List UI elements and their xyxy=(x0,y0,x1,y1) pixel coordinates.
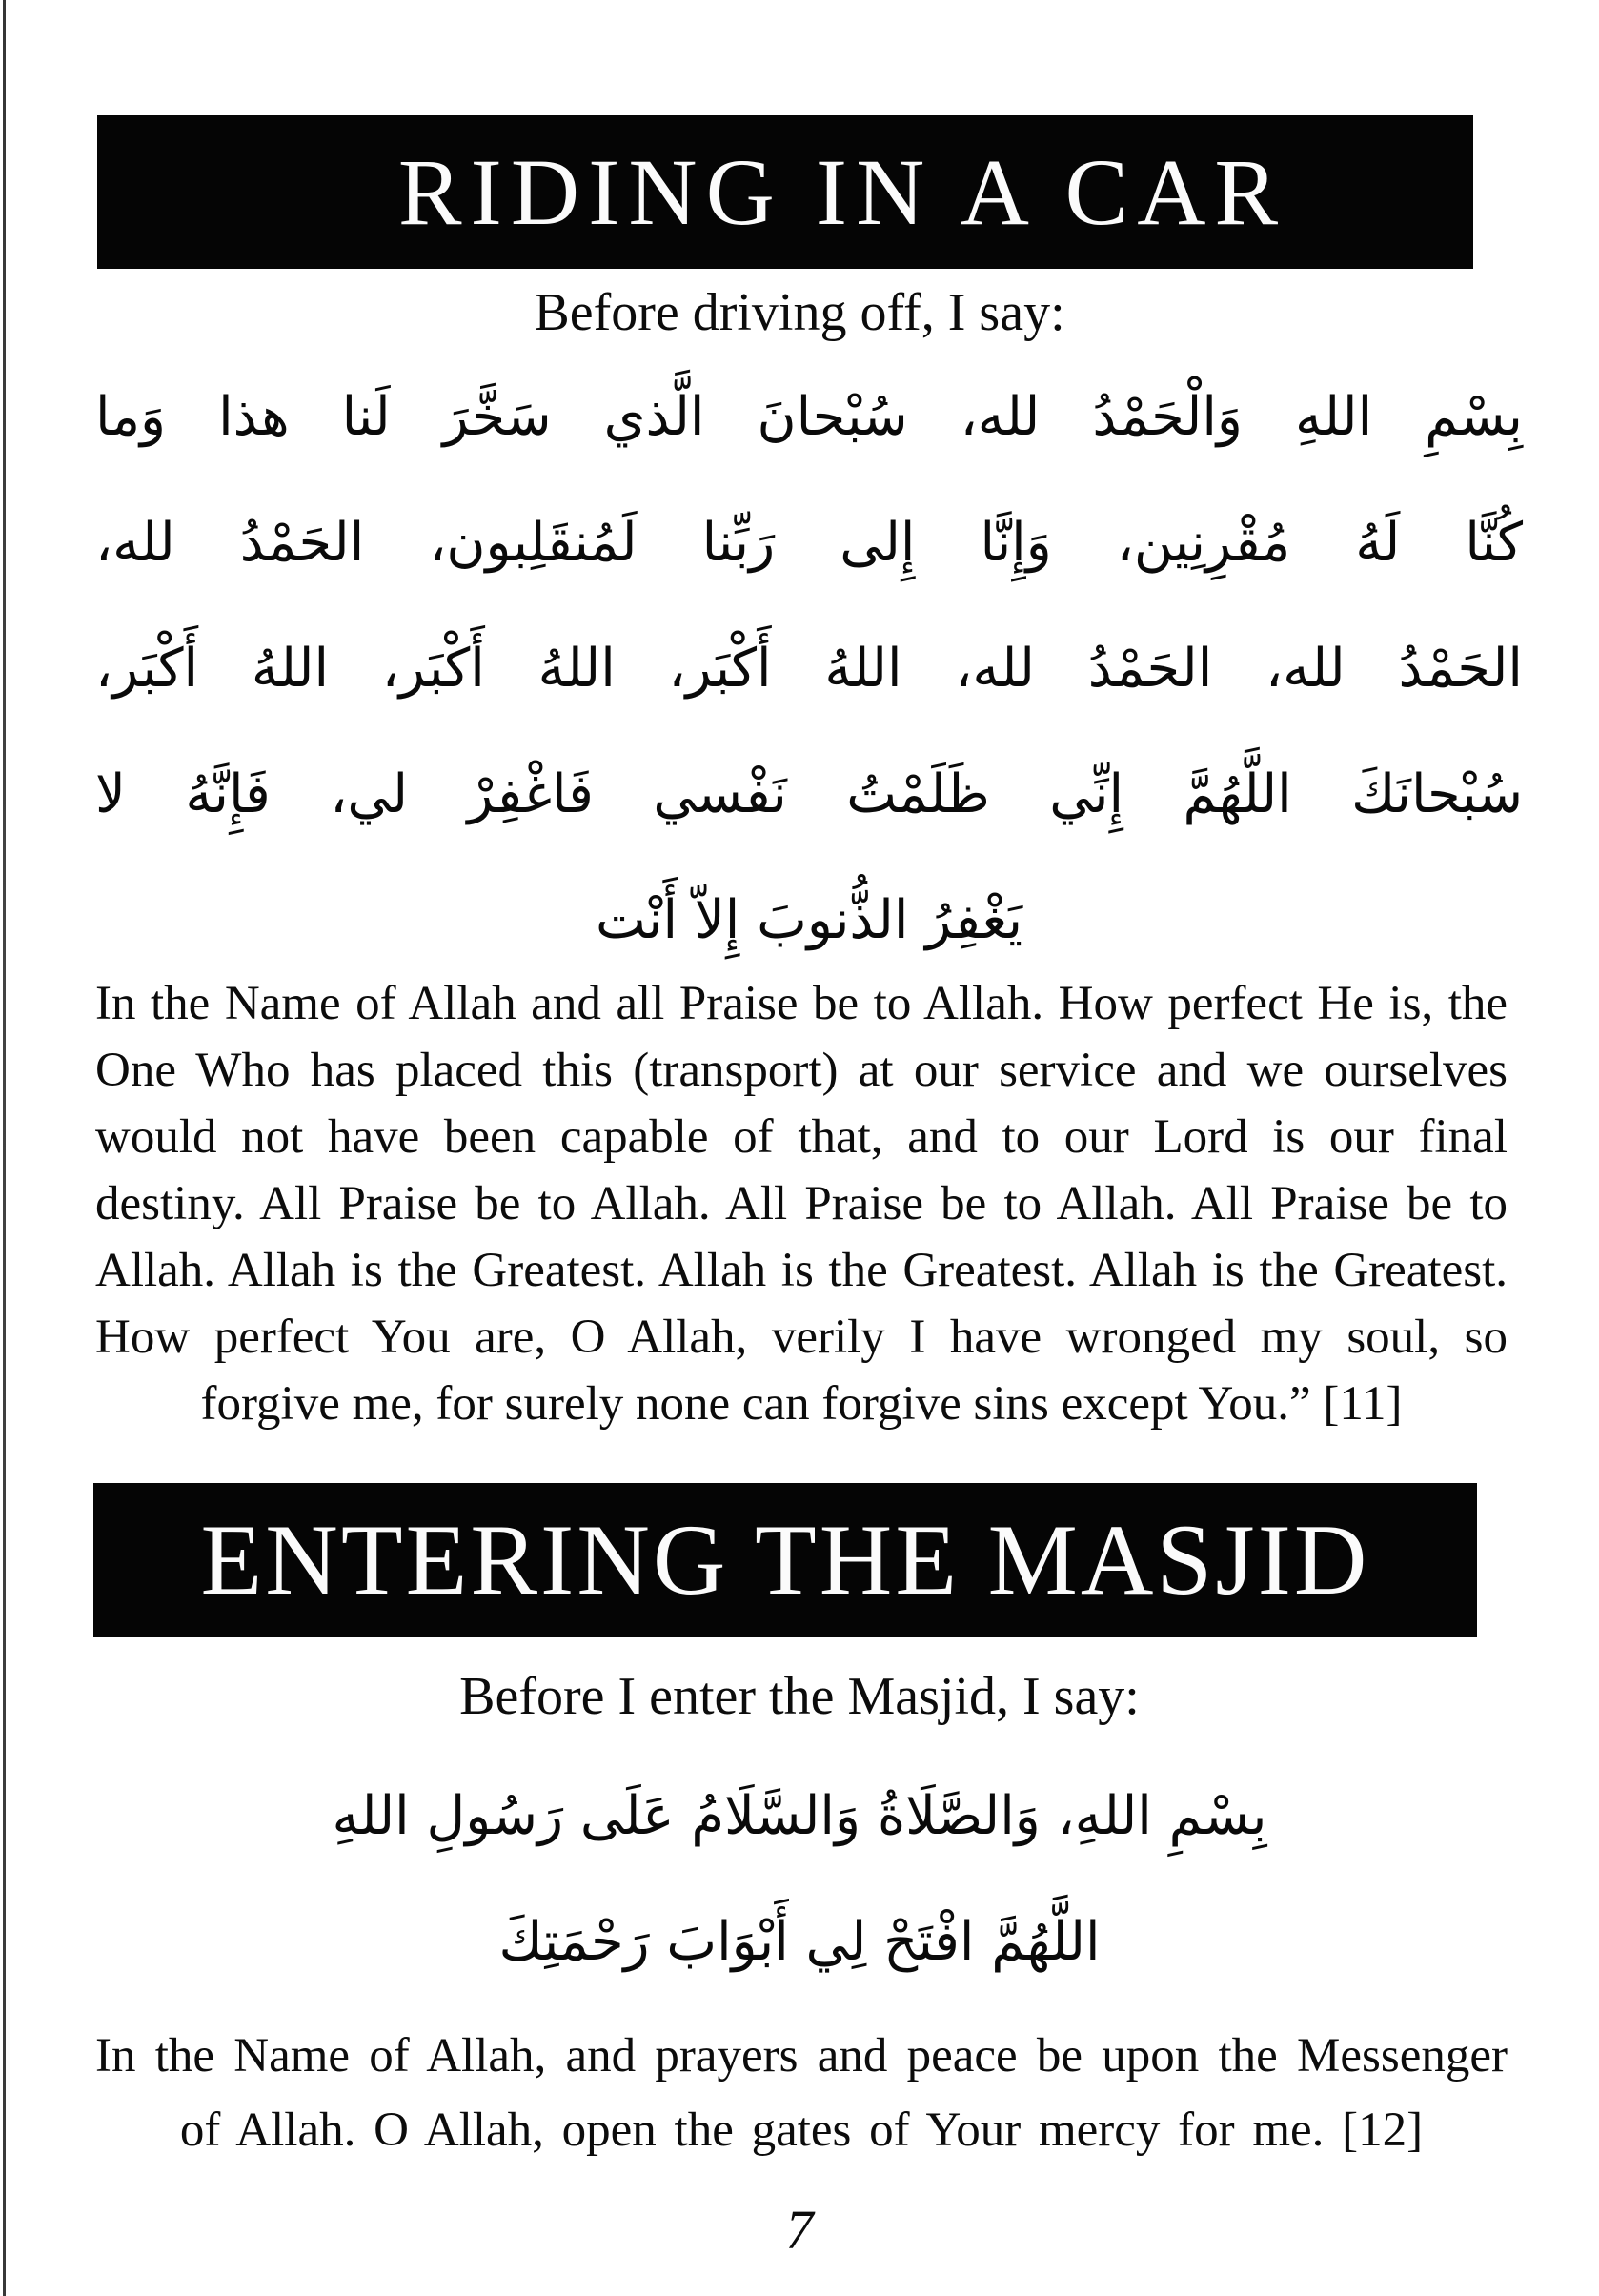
translation-paragraph: In the Name of Allah and all Praise be to Allah. How perfect He is, the One Who has placed this (transport) at our service and we ourselves would not have been capable of that, and to our Lord is our final destiny. All Praise be to Allah. All Praise be to Allah. All Praise be to Allah. Allah is the Greatest. Allah is the Greatest. Allah is the Greatest. How perfect You are, O Allah, verily I have wronged my soul, so forgive me, for surely none can forgive sins except You.” [11] xyxy=(95,977,1508,1431)
arabic-dua-block xyxy=(0,1879,1599,2005)
arabic-line: بِسْمِ اللهِ، وَالصَّلَاةُ وَالسَّلَامُ عَلَى رَسُولِ اللهِ xyxy=(332,1785,1267,1847)
arabic-line: سُبْحانَكَ اللَّهُمَّ إِنِّي ظَلَمْتُ نَفْسي فَاغْفِرْ لي، فَإِنَّهُ لا xyxy=(95,763,1523,825)
arabic-line: اللَّهُمَّ افْتَحْ لِي أَبْوَابَ رَحْمَتِكَ xyxy=(498,1911,1101,1973)
arabic-line: الحَمْدُ لله، الحَمْدُ لله، اللهُ أَكْبَر، اللهُ أَكْبَر، اللهُ أَكْبَر، xyxy=(95,638,1523,700)
arabic-line: كُنَّا لَهُ مُقْرِنِين، وَإِنَّا إِلى رَبِّنا لَمُنقَلِبون، الحَمْدُ لله، xyxy=(95,512,1523,574)
section-banner-riding-in-a-car xyxy=(97,115,1473,269)
section-title: RIDING IN A CAR xyxy=(397,139,1287,245)
section-banner-entering-the-masjid xyxy=(93,1483,1477,1637)
section-title: ENTERING THE MASJID xyxy=(200,1504,1370,1615)
arabic-line: يَغْفِرُ الذُّنوبَ إِلاّ أَنْت xyxy=(595,889,1023,951)
arabic-dua-block xyxy=(95,355,1523,984)
section-subtitle: Before driving off, I say: xyxy=(534,283,1065,342)
arabic-line: بِسْمِ اللهِ وَالْحَمْدُ لله، سُبْحانَ الَّذي سَخَّرَ لَنا هذا وَما xyxy=(95,386,1523,448)
page-number: 7 xyxy=(785,2199,814,2261)
section-subtitle: Before I enter the Masjid, I say: xyxy=(459,1667,1140,1726)
translation-paragraph: In the Name of Allah, and prayers and peace be upon the Messenger of Allah. O Allah, open the gates of Your mercy for me. [12] xyxy=(95,2029,1508,2157)
arabic-dua-block xyxy=(0,1754,1599,1879)
